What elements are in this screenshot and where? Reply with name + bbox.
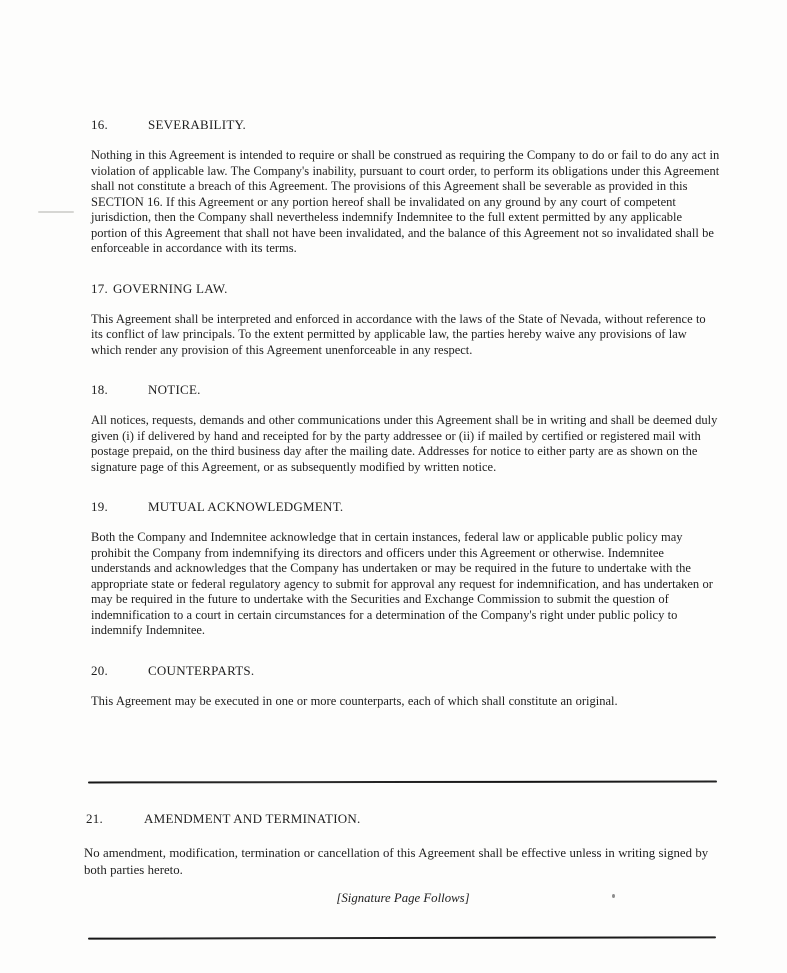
section-paragraph: Both the Company and Indemnitee acknowledge that in certain instances, federal law or applicable public policy may prohibit the Company from indemnifying its directors and officers under this Agreement or otherwise. Indemnitee understands and acknowledges that the Company has undertaken or may be required in the future to undertake with the appropriate state or federal regulatory agency to submit for approval any request for indemnification, and has undertaken or may be required in the future to undertake with the Securities and Exchange Commission to submit the question of indemnification to a court in certain circumstances for a determination of the Company's right under public policy to indemnify Indemnitee. <box>91 530 713 637</box>
section-paragraph: All notices, requests, demands and other communications under this Agreement shall be in writing and shall be deemed duly given (i) if delivered by hand and receipted for by the party addressee or (ii) if mailed by certified or registered mail with postage prepaid, on the third business day after the mailing date. Addresses for notice to either party are as shown on the signature page of this Agreement, or as subsequently modified by written notice. <box>91 413 718 474</box>
section-number: 18. <box>91 382 108 397</box>
section-heading <box>91 281 720 296</box>
section-number: 19. <box>91 499 108 514</box>
signature-page-note: [Signature Page Follows] <box>336 891 470 905</box>
section-paragraph: This Agreement shall be interpreted and enforced in accordance with the laws of the State of Nevada, without reference to its conflict of law principals. To the extent permitted by applicable law, the parties hereby waive any provisions of law which render any provision of this Agreement unenforceable in any respect. <box>91 311 706 357</box>
scan-artifact-dot <box>612 894 615 898</box>
section-number: 17. <box>91 280 108 296</box>
section-number: 16. <box>91 117 108 132</box>
section-notice <box>91 382 720 475</box>
section-paragraph: Nothing in this Agreement is intended to require or shall be construed as requiring the Company to do or fail to do any act in violation of applicable law. The Company's inability, pursuant to court order, to perform its obligations under this Agreement shall not constitute a breach of this Agreement. The provisions of this Agreement shall be severable as provided in this SECTION 16. If this Agreement or any portion hereof shall be invalidated on any ground by any court of competent jurisdiction, then the Company shall nevertheless indemnify Indemnitee to the full extent permitted by any applicable portion of this Agreement that shall not have been invalidated, and the balance of this Agreement not so invalidated shall be enforceable in accordance with its terms. <box>91 148 720 255</box>
section-title: NOTICE. <box>148 382 201 397</box>
section-paragraph: No amendment, modification, termination or cancellation of this Agreement shall be effective unless in writing signed by both parties hereto. <box>84 846 709 877</box>
scan-artifact-dash <box>38 211 74 213</box>
section-title: COUNTERPARTS. <box>148 662 255 678</box>
section-number: 20. <box>91 662 108 678</box>
section-title: MUTUAL ACKNOWLEDGMENT. <box>148 499 344 514</box>
section-severability <box>91 117 720 257</box>
section-heading <box>91 117 720 132</box>
section-heading <box>91 663 720 678</box>
section-counterparts <box>91 663 720 710</box>
section-heading <box>86 811 726 826</box>
section-heading <box>91 499 720 514</box>
section-heading <box>91 382 720 397</box>
section-mutual-acknowledgment <box>91 499 720 639</box>
separator-line-top <box>88 781 717 784</box>
separator-line-bottom <box>88 936 716 939</box>
section-governing-law <box>91 281 720 359</box>
section-number: 21. <box>86 811 103 826</box>
section-title: AMENDMENT AND TERMINATION. <box>144 811 361 826</box>
section-title: GOVERNING LAW. <box>113 280 228 296</box>
section-paragraph: This Agreement may be executed in one or more counterparts, each of which shall constitute an original. <box>91 693 618 708</box>
agreement-body <box>91 117 720 733</box>
section-title: SEVERABILITY. <box>148 117 246 132</box>
